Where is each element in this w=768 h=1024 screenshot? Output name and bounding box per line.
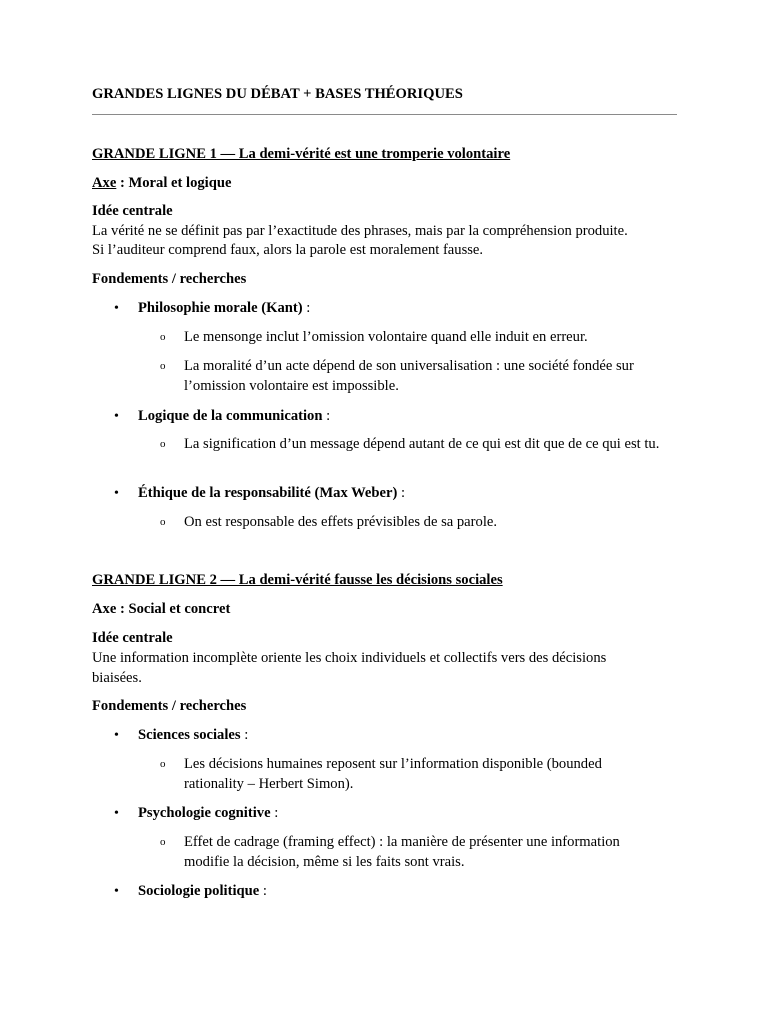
section2-idee-text: Une information incomplète oriente les choix individuels et collectifs vers des décisions biaisées. [92, 650, 607, 686]
section2-fondements-label: Fondements / recherches [92, 698, 247, 714]
section1-idee-text-1: La vérité ne se définit pas par l’exactitude des phrases, mais par la compréhension produite. [92, 223, 628, 239]
bullet-icon: • [114, 884, 119, 899]
list-item-title: Sociologie politique [138, 883, 260, 899]
sub-bullet-icon: o [160, 331, 166, 343]
list-item-title: Philosophie morale (Kant) [138, 300, 303, 316]
axe-label: Axe [92, 175, 117, 191]
document-title: GRANDES LIGNES DU DÉBAT + BASES THÉORIQUES [92, 86, 463, 102]
section1-heading: GRANDE LIGNE 1 — La demi-vérité est une tromperie volontaire [92, 146, 511, 162]
bullet-icon: • [114, 409, 119, 424]
bullet-icon: • [114, 486, 119, 501]
list-item-title: Logique de la communication [138, 408, 323, 424]
horizontal-rule [92, 114, 677, 115]
bullet-icon: • [114, 806, 119, 821]
bullet-icon: • [114, 728, 119, 743]
axe-value: : Moral et logique [116, 175, 232, 191]
list-item-title: Éthique de la responsabilité (Max Weber) [138, 485, 398, 501]
section2-idee-label: Idée centrale [92, 630, 173, 646]
sub-bullet-icon: o [160, 438, 166, 450]
sub-bullet-icon: o [160, 836, 166, 848]
sub-bullet-icon: o [160, 516, 166, 528]
section1-fondements-label: Fondements / recherches [92, 271, 247, 287]
bullet-icon: • [114, 301, 119, 316]
section1-idee-label: Idée centrale [92, 203, 173, 219]
sub-bullet-icon: o [160, 758, 166, 770]
section1-axe [92, 174, 678, 194]
sub-bullet-icon: o [160, 360, 166, 372]
list-item-title: Sciences sociales [138, 727, 241, 743]
section1-idee-text-2: Si l’auditeur comprend faux, alors la parole est moralement fausse. [92, 242, 484, 258]
section2-heading: GRANDE LIGNE 2 — La demi-vérité fausse les décisions sociales [92, 572, 503, 588]
list-item-title: Psychologie cognitive [138, 805, 271, 821]
section2-axe: Axe : Social et concret [92, 601, 231, 617]
